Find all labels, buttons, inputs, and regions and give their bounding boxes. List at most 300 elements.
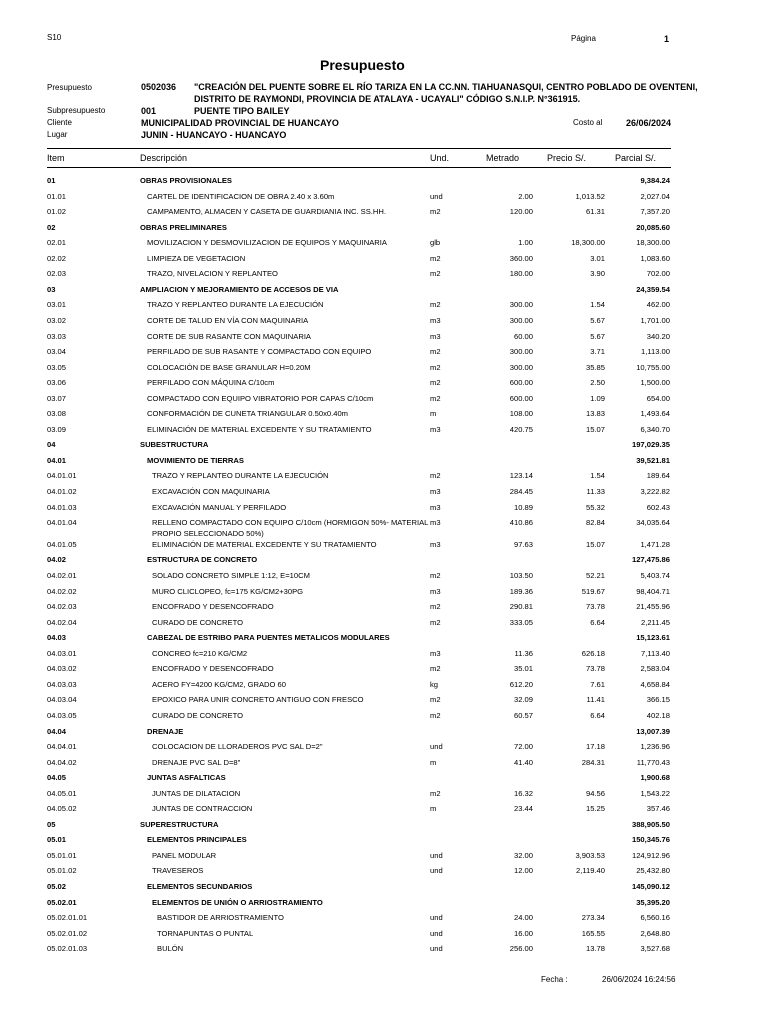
item-precio: 3.01 xyxy=(590,253,605,263)
item-description: CONFORMACIÓN DE CUNETA TRIANGULAR 0.50x0.40m xyxy=(147,409,348,419)
table-row xyxy=(0,362,768,374)
item-code: 05.02 xyxy=(47,882,67,891)
item-metrado: 420.75 xyxy=(509,424,533,434)
item-precio: 15.07 xyxy=(585,424,605,434)
item-description: COLOCACIÓN DE BASE GRANULAR H=0.20M xyxy=(147,362,311,372)
item-metrado: 1.00 xyxy=(518,238,533,248)
item-parcial: 15,123.61 xyxy=(636,633,670,643)
item-description: CARTEL DE IDENTIFICACION DE OBRA 2.40 x 3.60m xyxy=(147,191,335,201)
item-code: 04.02.01 xyxy=(47,571,77,580)
item-parcial: 127,475.86 xyxy=(631,555,670,565)
table-row xyxy=(0,191,768,203)
table-row xyxy=(0,819,768,831)
item-description: OBRAS PROVISIONALES xyxy=(140,176,232,185)
item-unit: m2 xyxy=(430,347,441,357)
item-code: 04.01 xyxy=(47,455,67,465)
item-code: 03.02 xyxy=(47,315,67,325)
item-parcial: 7,357.20 xyxy=(640,207,670,217)
item-unit: und xyxy=(430,742,443,752)
item-precio: 165.55 xyxy=(581,928,605,938)
item-description: BASTIDOR DE ARRIOSTRAMIENTO xyxy=(157,913,284,923)
table-row xyxy=(0,928,768,940)
item-parcial: 2,211.45 xyxy=(641,617,670,627)
item-parcial: 2,027.04 xyxy=(640,191,670,201)
item-metrado: 2.00 xyxy=(518,191,533,201)
item-description: JUNTAS DE DILATACION xyxy=(152,788,241,798)
item-parcial: 402.18 xyxy=(646,710,670,720)
item-metrado: 97.63 xyxy=(513,539,533,549)
item-code: 04.03.02 xyxy=(47,664,77,674)
table-row xyxy=(0,570,768,582)
item-precio: 13.83 xyxy=(585,409,605,419)
item-code: 04.04.02 xyxy=(47,757,77,767)
item-metrado: 16.32 xyxy=(513,788,533,798)
item-code: 03.01 xyxy=(47,300,67,310)
table-row xyxy=(0,803,768,815)
page-label: Página xyxy=(571,34,596,43)
item-description: MURO CLICLOPEO, fc=175 KG/CM2+30PG xyxy=(152,586,304,596)
table-row xyxy=(0,865,768,877)
item-parcial: 1,900.68 xyxy=(640,773,670,783)
item-metrado: 290.81 xyxy=(509,602,533,612)
item-metrado: 612.20 xyxy=(509,679,533,689)
item-precio: 17.18 xyxy=(585,742,605,752)
table-row xyxy=(0,772,768,784)
item-precio: 6.64 xyxy=(590,710,605,720)
item-parcial: 2,648.80 xyxy=(640,928,670,938)
item-description: ESTRUCTURA DE CONCRETO xyxy=(147,555,258,565)
item-description: EPOXICO PARA UNIR CONCRETO ANTIGUO CON FRESCO xyxy=(152,695,364,705)
item-code: 05.01.02 xyxy=(47,866,77,876)
table-row xyxy=(0,517,768,539)
item-code: 04.05 xyxy=(47,773,67,783)
item-code: 04.02.04 xyxy=(47,617,77,627)
item-code: 04.01.01 xyxy=(47,471,77,481)
column-header-precio: Precio S/. xyxy=(547,153,587,163)
item-description: PERFILADO DE SUB RASANTE Y COMPACTADO CON EQUIPO xyxy=(147,347,372,357)
item-code: 04.05.01 xyxy=(47,788,77,798)
item-code: 05.02.01.03 xyxy=(47,944,88,954)
table-row xyxy=(0,679,768,691)
costo-label: Costo al xyxy=(573,118,603,127)
item-code: 04.03.01 xyxy=(47,648,77,658)
item-code: 04.02 xyxy=(47,555,67,565)
table-row xyxy=(0,315,768,327)
item-description: TORNAPUNTAS O PUNTAL xyxy=(157,928,254,938)
item-parcial: 2,583.04 xyxy=(640,664,670,674)
item-unit: m2 xyxy=(430,362,441,372)
item-code: 03.06 xyxy=(47,378,67,388)
presupuesto-description-line2: DISTRITO DE RAYMONDI, PROVINCIA DE ATALAYA - UCAYALI" CÓDIGO S.N.I.P. N°361915. xyxy=(194,94,581,104)
item-metrado: 32.00 xyxy=(513,850,533,860)
item-parcial: 1,701.00 xyxy=(640,315,670,325)
item-parcial: 10,755.00 xyxy=(636,362,670,372)
table-row xyxy=(0,741,768,753)
table-row xyxy=(0,663,768,675)
item-unit: m2 xyxy=(430,617,441,627)
item-unit: m3 xyxy=(430,648,441,658)
item-unit: m2 xyxy=(430,664,441,674)
item-metrado: 123.14 xyxy=(509,471,533,481)
item-unit: m2 xyxy=(430,253,441,263)
table-row xyxy=(0,554,768,566)
item-code: 05.02.01 xyxy=(47,897,77,907)
item-metrado: 11.36 xyxy=(514,648,533,658)
item-description: COLOCACION DE LLORADEROS PVC SAL D=2" xyxy=(152,742,323,752)
presupuesto-label: Presupuesto xyxy=(47,83,92,92)
table-row xyxy=(0,601,768,613)
item-metrado: 32.09 xyxy=(513,695,533,705)
item-description: SOLADO CONCRETO SIMPLE 1:12, E=10CM xyxy=(152,571,310,580)
table-row xyxy=(0,393,768,405)
item-description: ENCOFRADO Y DESENCOFRADO xyxy=(152,664,274,674)
item-unit: m2 xyxy=(430,207,441,217)
item-parcial: 18,300.00 xyxy=(636,238,670,248)
item-unit: m2 xyxy=(430,571,441,580)
item-code: 01 xyxy=(47,176,56,185)
item-code: 04.03.03 xyxy=(47,679,77,689)
item-description: CORTE DE SUB RASANTE CON MAQUINARIA xyxy=(147,331,311,341)
item-precio: 18,300.00 xyxy=(571,238,605,248)
table-row xyxy=(0,268,768,280)
item-precio: 94.56 xyxy=(585,788,605,798)
fecha-value: 26/06/2024 16:24:56 xyxy=(602,975,676,984)
item-code: 03.07 xyxy=(47,393,67,403)
item-code: 04.03.05 xyxy=(47,710,77,720)
column-header-parcial: Parcial S/. xyxy=(615,153,657,163)
subpresupuesto-code: 001 xyxy=(141,106,157,116)
item-code: 05.02.01.02 xyxy=(47,928,88,938)
item-metrado: 333.05 xyxy=(509,617,533,627)
column-header-und: Und. xyxy=(430,153,450,163)
table-row xyxy=(0,897,768,909)
item-code: 04.01.02 xyxy=(47,487,77,496)
table-row xyxy=(0,346,768,358)
item-description: EXCAVACIÓN CON MAQUINARIA xyxy=(152,487,270,496)
item-metrado: 24.00 xyxy=(513,913,533,923)
item-precio: 3.71 xyxy=(590,347,605,357)
item-unit: m3 xyxy=(430,539,441,549)
item-metrado: 600.00 xyxy=(509,378,533,388)
item-precio: 73.78 xyxy=(585,602,605,612)
item-metrado: 35.01 xyxy=(513,664,533,674)
item-code: 01.02 xyxy=(47,207,67,217)
item-precio: 13.78 xyxy=(585,944,605,954)
item-description: JUNTAS DE CONTRACCION xyxy=(152,804,253,814)
table-row xyxy=(0,539,768,551)
table-row xyxy=(0,648,768,660)
item-unit: m2 xyxy=(430,695,441,705)
item-parcial: 20,085.60 xyxy=(636,222,670,232)
table-row xyxy=(0,222,768,234)
item-unit: m xyxy=(430,409,437,419)
table-row xyxy=(0,284,768,296)
item-unit: und xyxy=(430,913,443,923)
item-code: 05.01 xyxy=(47,835,67,845)
item-metrado: 12.00 xyxy=(513,866,533,876)
item-parcial: 124,912.96 xyxy=(631,850,670,860)
item-precio: 1.09 xyxy=(590,393,605,403)
item-code: 03.04 xyxy=(47,347,67,357)
item-parcial: 366.15 xyxy=(646,695,670,705)
page-number: 1 xyxy=(664,34,670,44)
item-description: CORTE DE TALUD EN VÍA CON MAQUINARIA xyxy=(147,315,309,325)
table-row xyxy=(0,710,768,722)
item-description: CAMPAMENTO, ALMACEN Y CASETA DE GUARDIANIA INC. SS.HH. xyxy=(147,207,386,217)
subpresupuesto-description: PUENTE TIPO BAILEY xyxy=(194,106,290,116)
table-row xyxy=(0,331,768,343)
item-unit: m3 xyxy=(430,487,441,496)
item-metrado: 108.00 xyxy=(509,409,533,419)
table-row xyxy=(0,586,768,598)
item-metrado: 10.89 xyxy=(513,502,533,512)
item-precio: 73.78 xyxy=(585,664,605,674)
item-description: TRAZO Y REPLANTEO DURANTE LA EJECUCIÓN xyxy=(152,471,329,481)
item-unit: m3 xyxy=(430,518,441,528)
table-row xyxy=(0,788,768,800)
item-metrado: 300.00 xyxy=(509,300,533,310)
item-code: 02.03 xyxy=(47,269,67,279)
item-description: EXCAVACIÓN MANUAL Y PERFILADO xyxy=(152,502,287,512)
item-parcial: 5,403.74 xyxy=(640,571,670,580)
item-description: PERFILADO CON MÁQUINA C/10cm xyxy=(147,378,275,388)
item-metrado: 189.36 xyxy=(509,586,533,596)
item-metrado: 120.00 xyxy=(509,207,533,217)
item-parcial: 1,083.60 xyxy=(640,253,670,263)
table-row xyxy=(0,377,768,389)
item-precio: 626.18 xyxy=(581,648,605,658)
item-unit: glb xyxy=(430,238,441,248)
cliente-label: Cliente xyxy=(47,118,72,127)
subpresupuesto-label: Subpresupuesto xyxy=(47,106,106,115)
item-parcial: 6,560.16 xyxy=(640,913,670,923)
item-parcial: 3,222.82 xyxy=(640,487,670,496)
item-unit: und xyxy=(430,866,443,876)
report-code: S10 xyxy=(47,33,62,42)
item-code: 04.05.02 xyxy=(47,804,77,814)
item-unit: m2 xyxy=(430,300,441,310)
costo-date: 26/06/2024 xyxy=(626,118,672,128)
item-precio: 15.07 xyxy=(585,539,605,549)
table-row xyxy=(0,175,768,187)
fecha-label: Fecha : xyxy=(541,975,568,984)
item-parcial: 1,543.22 xyxy=(640,788,670,798)
item-parcial: 25,432.80 xyxy=(636,866,670,876)
item-unit: und xyxy=(430,191,443,201)
item-unit: und xyxy=(430,944,443,954)
item-unit: m3 xyxy=(430,331,441,341)
item-unit: m3 xyxy=(430,502,441,512)
item-code: 04.01.04 xyxy=(47,518,77,528)
table-row xyxy=(0,943,768,955)
column-header-descripcion: Descripción xyxy=(140,153,188,163)
item-precio: 1.54 xyxy=(590,300,605,310)
item-unit: und xyxy=(430,928,443,938)
lugar-value: JUNIN - HUANCAYO - HUANCAYO xyxy=(141,130,287,140)
item-code: 02.01 xyxy=(47,238,67,248)
item-precio: 82.84 xyxy=(585,518,605,528)
item-parcial: 197,029.35 xyxy=(631,440,670,450)
item-metrado: 41.40 xyxy=(513,757,533,767)
item-metrado: 600.00 xyxy=(509,393,533,403)
table-row xyxy=(0,632,768,644)
item-precio: 11.33 xyxy=(586,487,605,496)
table-row xyxy=(0,912,768,924)
item-description: CURADO DE CONCRETO xyxy=(152,617,243,627)
item-description: ACERO FY=4200 KG/CM2, GRADO 60 xyxy=(152,679,286,689)
item-metrado: 16.00 xyxy=(513,928,533,938)
item-precio: 55.32 xyxy=(585,502,605,512)
item-precio: 2.50 xyxy=(590,378,605,388)
item-description: TRAZO, NIVELACION Y REPLANTEO xyxy=(147,269,278,279)
presupuesto-description-line1: "CREACIÓN DEL PUENTE SOBRE EL RÍO TARIZA EN LA CC.NN. TIAHUANASQUI, CENTRO POBLADO DE OVENTENI, xyxy=(194,82,698,92)
item-parcial: 13,007.39 xyxy=(636,726,670,736)
item-parcial: 6,340.70 xyxy=(640,424,670,434)
table-row xyxy=(0,757,768,769)
item-code: 02 xyxy=(47,222,56,232)
table-row xyxy=(0,881,768,893)
item-description: DRENAJE xyxy=(147,726,184,736)
item-unit: m xyxy=(430,757,437,767)
item-metrado: 410.86 xyxy=(509,518,533,528)
item-unit: m2 xyxy=(430,602,441,612)
item-parcial: 21,455.96 xyxy=(636,602,670,612)
table-row xyxy=(0,502,768,514)
table-row xyxy=(0,439,768,451)
item-code: 03.03 xyxy=(47,331,67,341)
item-description: LIMPIEZA DE VEGETACION xyxy=(147,253,246,263)
item-parcial: 24,359.54 xyxy=(636,284,670,294)
column-header-item: Item xyxy=(47,153,65,163)
item-metrado: 72.00 xyxy=(513,742,533,752)
item-parcial: 1,236.96 xyxy=(640,742,670,752)
item-precio: 1,013.52 xyxy=(575,191,605,201)
item-code: 02.02 xyxy=(47,253,67,263)
item-precio: 6.64 xyxy=(590,617,605,627)
item-precio: 35.85 xyxy=(585,362,605,372)
table-row xyxy=(0,424,768,436)
item-description: BULÓN xyxy=(157,944,184,954)
item-description: MOVIMIENTO DE TIERRAS xyxy=(147,455,244,465)
item-description: COMPACTADO CON EQUIPO VIBRATORIO POR CAPAS C/10cm xyxy=(147,393,374,403)
item-unit: m2 xyxy=(430,471,441,481)
item-parcial: 702.00 xyxy=(646,269,670,279)
item-parcial: 4,658.84 xyxy=(640,679,670,689)
item-precio: 3,903.53 xyxy=(575,850,605,860)
table-row xyxy=(0,470,768,482)
item-code: 03.08 xyxy=(47,409,67,419)
item-unit: m2 xyxy=(430,393,441,403)
item-description: MOVILIZACION Y DESMOVILIZACION DE EQUIPOS Y MAQUINARIA xyxy=(147,238,387,248)
item-parcial: 1,500.00 xyxy=(640,378,670,388)
item-description: CABEZAL DE ESTRIBO PARA PUENTES METALICOS MODULARES xyxy=(147,633,390,643)
item-precio: 2,119.40 xyxy=(576,866,605,876)
item-description: SUBESTRUCTURA xyxy=(140,440,209,450)
item-parcial: 602.43 xyxy=(646,502,670,512)
item-code: 05.01.01 xyxy=(47,850,77,860)
item-precio: 5.67 xyxy=(590,331,605,341)
item-description: TRAZO Y REPLANTEO DURANTE LA EJECUCIÓN xyxy=(147,300,324,310)
item-code: 04.04 xyxy=(47,726,67,736)
item-description: CONCREO fc=210 KG/CM2 xyxy=(152,648,248,658)
item-unit: m xyxy=(430,804,437,814)
item-description: ELEMENTOS SECUNDARIOS xyxy=(147,882,253,891)
table-row xyxy=(0,726,768,738)
column-header-metrado: Metrado xyxy=(486,153,520,163)
item-parcial: 1,493.64 xyxy=(640,409,670,419)
item-description: ELIMINACIÓN DE MATERIAL EXCEDENTE Y SU TRATAMIENTO xyxy=(147,424,372,434)
item-metrado: 103.50 xyxy=(509,571,533,580)
item-code: 03 xyxy=(47,284,56,294)
item-code: 04.01.03 xyxy=(47,502,77,512)
item-parcial: 11,770.43 xyxy=(636,757,670,767)
item-precio: 273.34 xyxy=(581,913,605,923)
item-precio: 61.31 xyxy=(585,207,605,217)
item-parcial: 189.64 xyxy=(646,471,670,481)
item-precio: 5.67 xyxy=(590,315,605,325)
item-unit: m3 xyxy=(430,586,441,596)
item-parcial: 388,905.50 xyxy=(631,819,670,829)
item-code: 04.01.05 xyxy=(47,539,77,549)
table-row xyxy=(0,237,768,249)
item-precio: 15.25 xyxy=(585,804,605,814)
table-row xyxy=(0,617,768,629)
item-precio: 11.41 xyxy=(586,695,605,705)
item-code: 04 xyxy=(47,440,56,450)
item-description: RELLENO COMPACTADO CON EQUIPO C/10cm (HORMIGON 50%- MATERIAL PROPIO SELECCIONADO 50%) xyxy=(152,518,429,539)
item-metrado: 284.45 xyxy=(509,487,533,496)
item-code: 05 xyxy=(47,819,56,829)
item-code: 03.05 xyxy=(47,362,67,372)
item-parcial: 150,345.76 xyxy=(631,835,670,845)
lugar-label: Lugar xyxy=(47,130,68,139)
cliente-value: MUNICIPALIDAD PROVINCIAL DE HUANCAYO xyxy=(141,118,339,128)
item-code: 01.01 xyxy=(47,191,67,201)
table-row xyxy=(0,834,768,846)
item-metrado: 180.00 xyxy=(509,269,533,279)
item-unit: m3 xyxy=(430,315,441,325)
item-parcial: 462.00 xyxy=(646,300,670,310)
item-unit: und xyxy=(430,850,443,860)
item-metrado: 256.00 xyxy=(509,944,533,954)
item-unit: m2 xyxy=(430,788,441,798)
page-title: Presupuesto xyxy=(320,57,405,73)
item-precio: 519.67 xyxy=(581,586,605,596)
item-parcial: 1,471.28 xyxy=(640,539,670,549)
table-row xyxy=(0,455,768,467)
item-parcial: 3,527.68 xyxy=(640,944,670,954)
table-row xyxy=(0,253,768,265)
item-description: TRAVESEROS xyxy=(152,866,204,876)
item-unit: kg xyxy=(430,679,439,689)
item-metrado: 60.00 xyxy=(513,331,533,341)
table-row xyxy=(0,694,768,706)
table-row xyxy=(0,408,768,420)
item-metrado: 60.57 xyxy=(513,710,533,720)
item-metrado: 360.00 xyxy=(509,253,533,263)
item-parcial: 34,035.64 xyxy=(636,518,670,528)
item-description: SUPERESTRUCTURA xyxy=(140,819,219,829)
item-precio: 7.61 xyxy=(590,679,605,689)
item-description: PANEL MODULAR xyxy=(152,850,217,860)
item-parcial: 7,113.40 xyxy=(641,648,670,658)
item-parcial: 357.46 xyxy=(646,804,670,814)
item-parcial: 145,090.12 xyxy=(631,882,670,891)
item-description: ELEMENTOS PRINCIPALES xyxy=(147,835,247,845)
item-unit: m3 xyxy=(430,424,441,434)
item-parcial: 39,521.81 xyxy=(636,455,670,465)
item-code: 04.04.01 xyxy=(47,742,77,752)
